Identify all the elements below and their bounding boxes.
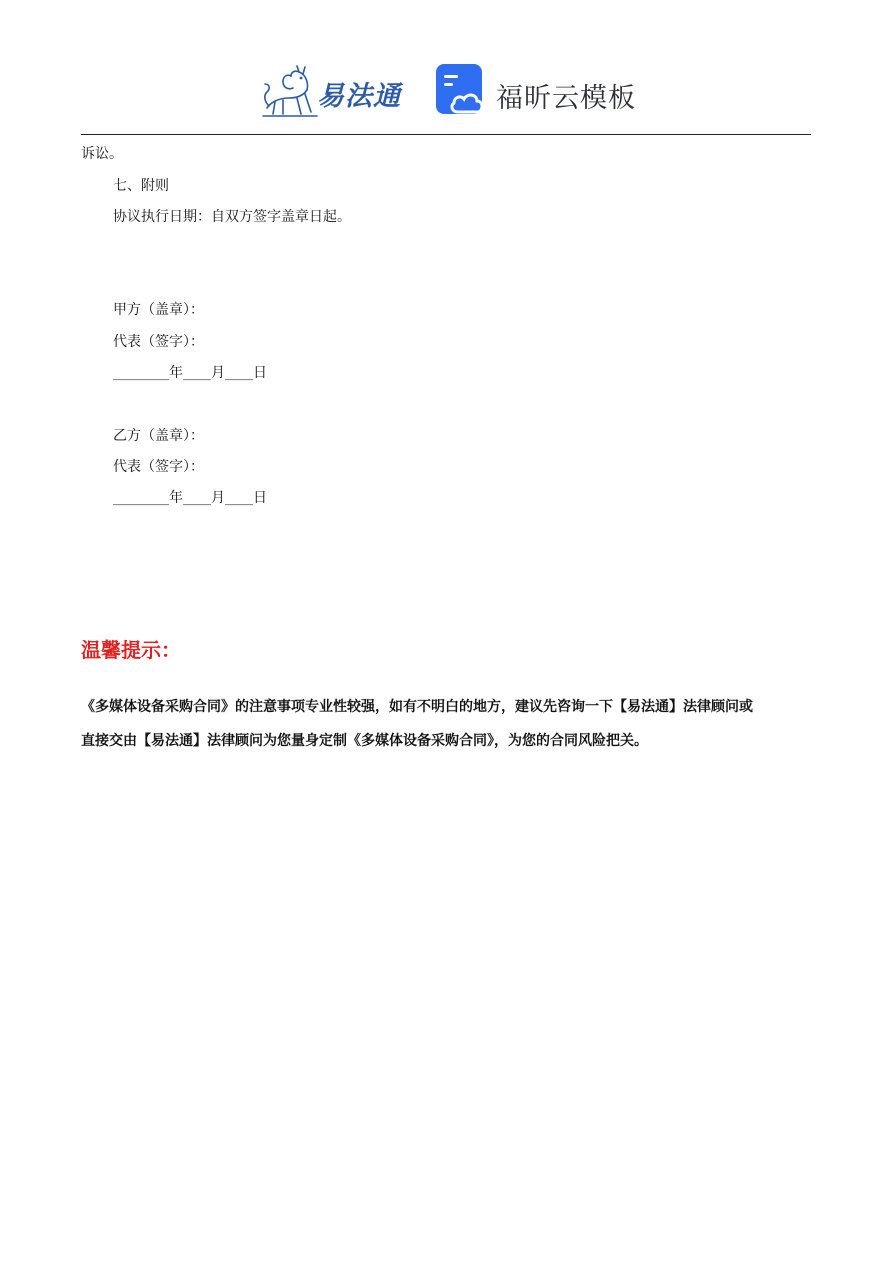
yifatong-logo-text: 易法通 (317, 81, 401, 112)
text-line: 诉讼。 (81, 146, 123, 162)
party-a-rep-label: 代表（签字）： (113, 334, 204, 350)
cloud-document-icon (436, 64, 488, 116)
party-b-date-line: ________年____月____日 (113, 490, 267, 506)
text-line: 协议执行日期：自双方签字盖章日起。 (113, 209, 351, 225)
tip-paragraph (81, 690, 813, 758)
tip-line: 直接交由【易法通】法律顾问为您量身定制《多媒体设备采购合同》，为您的合同风险把关。 (81, 733, 648, 749)
party-a-seal-label: 甲方（盖章）： (113, 302, 204, 318)
section-heading: 七、附则 (113, 178, 169, 194)
party-b-rep-label: 代表（签字）： (113, 459, 204, 475)
party-b-seal-label: 乙方（盖章）： (113, 428, 204, 444)
header-divider (81, 134, 811, 135)
page-header (0, 58, 893, 122)
tip-line: 《多媒体设备采购合同》的注意事项专业性较强，如有不明白的地方，建议先咨询一下【易法通】法律顾问或 (81, 699, 753, 715)
qilin-mascot-icon (261, 62, 319, 118)
tip-title: 温馨提示： (81, 638, 181, 662)
fuxin-logo-text: 福昕云模板 (496, 83, 636, 114)
party-a-date-line: ________年____月____日 (113, 365, 267, 381)
